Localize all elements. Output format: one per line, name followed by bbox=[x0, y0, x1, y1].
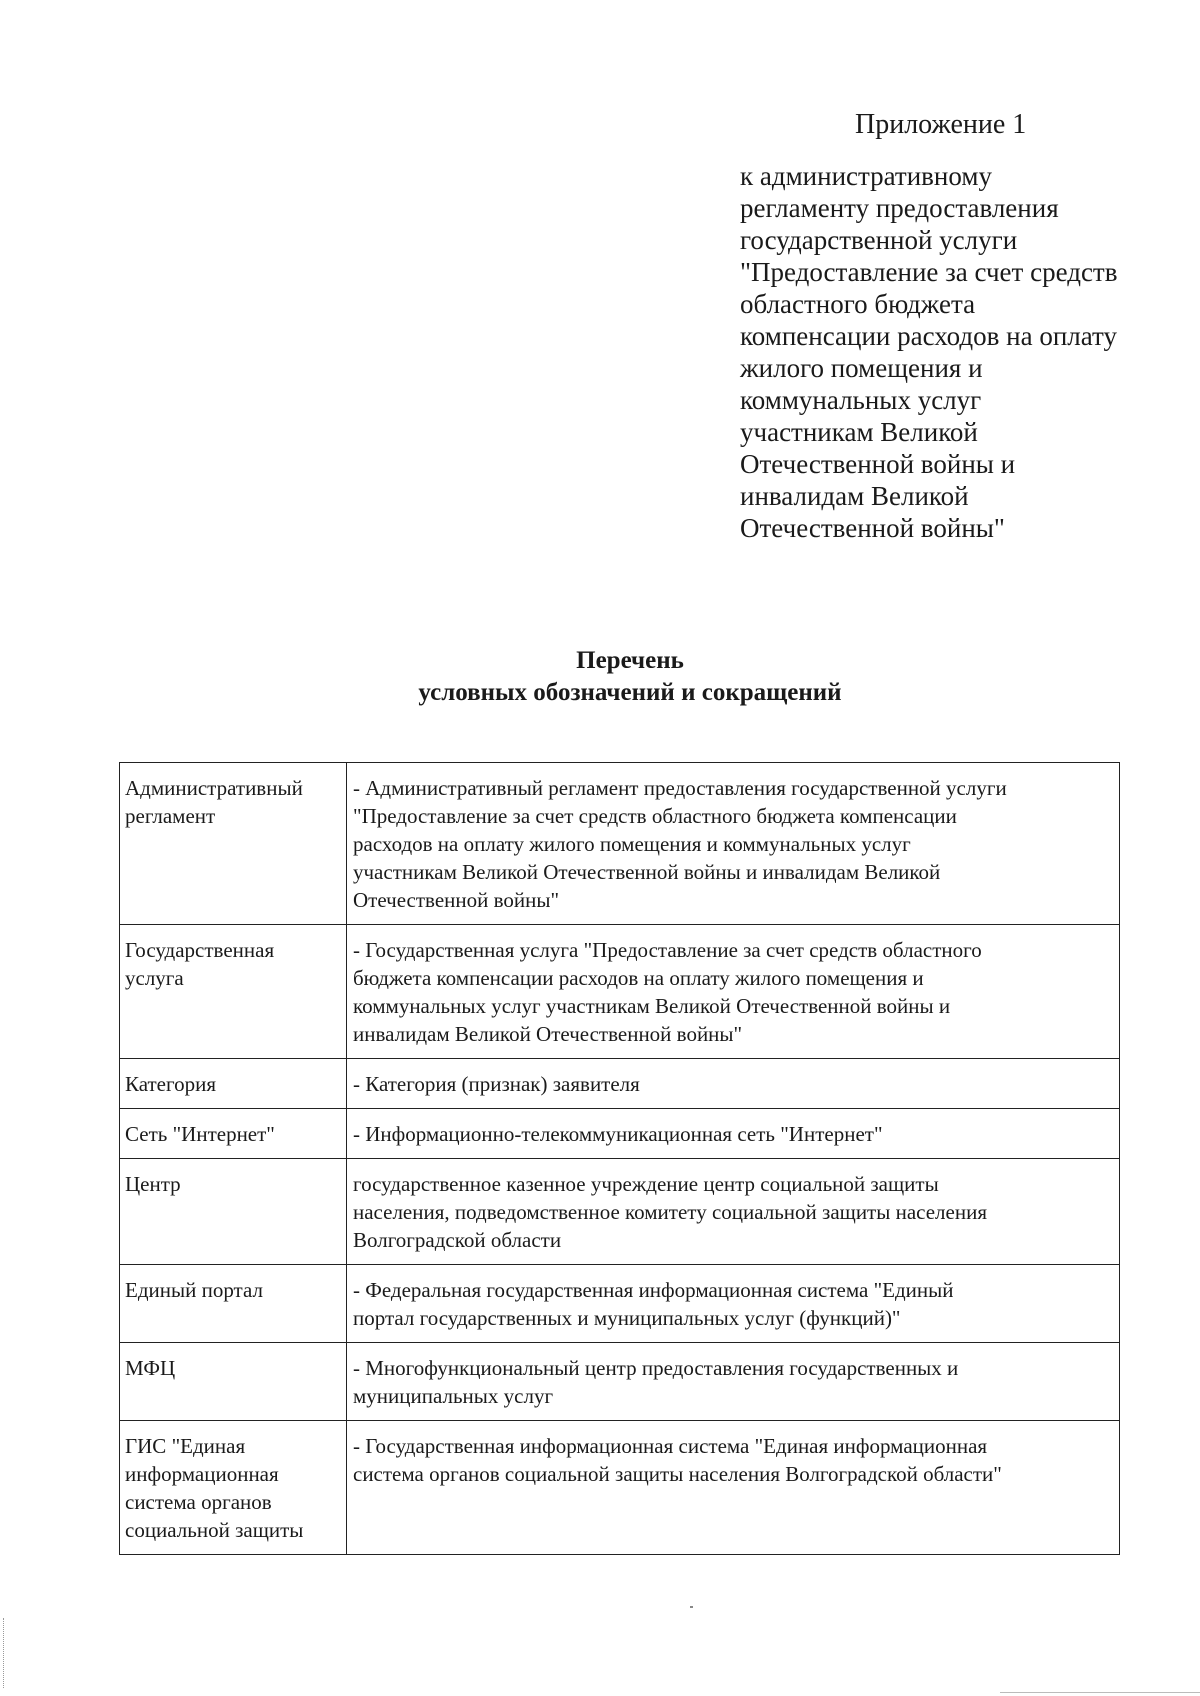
appendix-label: Приложение 1 bbox=[855, 109, 1027, 140]
scan-bottom-mark bbox=[1000, 1692, 1200, 1693]
reference-line: регламенту предоставления bbox=[740, 193, 1059, 223]
definition-text: "Предоставление за счет средств областного бюджета компенсации bbox=[353, 804, 957, 828]
term-text: Единый портал bbox=[125, 1278, 263, 1302]
definition-text: бюджета компенсации расходов на оплату жилого помещения и bbox=[353, 966, 924, 990]
definition-cell bbox=[347, 1109, 1120, 1159]
scan-edge-mark bbox=[3, 1618, 6, 1688]
term-text: социальной защиты bbox=[125, 1518, 304, 1542]
term-text: Государственная bbox=[125, 938, 275, 962]
definition-text: государственное казенное учреждение центр социальной защиты bbox=[353, 1172, 939, 1196]
definition-text: - Информационно-телекоммуникационная сеть "Интернет" bbox=[353, 1122, 883, 1146]
reference-line: участникам Великой bbox=[740, 417, 978, 447]
definition-cell bbox=[347, 1265, 1120, 1343]
reference-line: государственной услуги bbox=[740, 225, 1018, 255]
definition-text: - Федеральная государственная информационная система "Единый bbox=[353, 1278, 954, 1302]
definition-text: инвалидам Великой Отечественной войны" bbox=[353, 1022, 743, 1046]
reference-line: коммунальных услуг bbox=[740, 385, 982, 415]
table-row bbox=[120, 1059, 1120, 1109]
term-text: МФЦ bbox=[125, 1356, 176, 1380]
term-text: регламент bbox=[125, 804, 216, 828]
term-text: информационная bbox=[125, 1462, 279, 1486]
reference-line: Отечественной войны" bbox=[740, 513, 1005, 543]
definition-cell bbox=[347, 1343, 1120, 1421]
definition-text: - Государственная услуга "Предоставление за счет средств областного bbox=[353, 938, 982, 962]
reference-line: инвалидам Великой bbox=[740, 481, 969, 511]
definition-text: муниципальных услуг bbox=[353, 1384, 554, 1408]
reference-line: компенсации расходов на оплату bbox=[740, 321, 1117, 351]
term-cell bbox=[120, 1265, 347, 1343]
reference-line: областного бюджета bbox=[740, 289, 976, 319]
table-row bbox=[120, 1421, 1120, 1555]
term-cell bbox=[120, 925, 347, 1059]
definition-cell bbox=[347, 1421, 1120, 1555]
document-title bbox=[0, 645, 1200, 709]
term-cell bbox=[120, 1159, 347, 1265]
title-line-2: условных обозначений и сокращений bbox=[418, 679, 842, 706]
definition-text: - Административный регламент предоставления государственной услуги bbox=[353, 776, 1007, 800]
reference-line: Отечественной войны и bbox=[740, 449, 1016, 479]
term-cell bbox=[120, 1343, 347, 1421]
table-row bbox=[120, 1343, 1120, 1421]
definition-text: - Государственная информационная система "Единая информационная bbox=[353, 1434, 988, 1458]
term-cell bbox=[120, 1109, 347, 1159]
table-row bbox=[120, 763, 1120, 925]
term-cell bbox=[120, 763, 347, 925]
scan-speck bbox=[690, 1606, 693, 1608]
term-text: Категория bbox=[125, 1072, 216, 1096]
definition-cell bbox=[347, 1159, 1120, 1265]
term-text: Сеть "Интернет" bbox=[125, 1122, 275, 1146]
abbreviations-table bbox=[119, 762, 1120, 1555]
definition-text: портал государственных и муниципальных услуг (функций)" bbox=[353, 1306, 901, 1330]
reference-line: к административному bbox=[740, 161, 992, 191]
term-text: услуга bbox=[125, 966, 184, 990]
term-text: Административный bbox=[125, 776, 303, 800]
table-row bbox=[120, 1265, 1120, 1343]
term-cell bbox=[120, 1421, 347, 1555]
table-row bbox=[120, 1159, 1120, 1265]
definition-text: расходов на оплату жилого помещения и коммунальных услуг bbox=[353, 832, 911, 856]
term-cell bbox=[120, 1059, 347, 1109]
definition-text: Отечественной войны" bbox=[353, 888, 560, 912]
definition-text: населения, подведомственное комитету социальной защиты населения bbox=[353, 1200, 987, 1224]
definition-text: - Категория (признак) заявителя bbox=[353, 1072, 640, 1096]
term-text: Центр bbox=[125, 1172, 181, 1196]
definition-cell bbox=[347, 1059, 1120, 1109]
reference-line: жилого помещения и bbox=[740, 353, 983, 383]
title-line-1: Перечень bbox=[576, 647, 684, 674]
definition-cell bbox=[347, 763, 1120, 925]
definition-text: участникам Великой Отечественной войны и инвалидам Великой bbox=[353, 860, 941, 884]
appendix-reference bbox=[740, 160, 1170, 544]
definition-cell bbox=[347, 925, 1120, 1059]
term-text: система органов bbox=[125, 1490, 272, 1514]
term-text: ГИС "Единая bbox=[125, 1434, 246, 1458]
definition-text: Волгоградской области bbox=[353, 1228, 562, 1252]
table-row bbox=[120, 925, 1120, 1059]
reference-line: "Предоставление за счет средств bbox=[740, 257, 1118, 287]
definition-text: - Многофункциональный центр предоставления государственных и bbox=[353, 1356, 959, 1380]
definition-text: система органов социальной защиты населения Волгоградской области" bbox=[353, 1462, 1002, 1486]
definition-text: коммунальных услуг участникам Великой Отечественной войны и bbox=[353, 994, 951, 1018]
table-row bbox=[120, 1109, 1120, 1159]
